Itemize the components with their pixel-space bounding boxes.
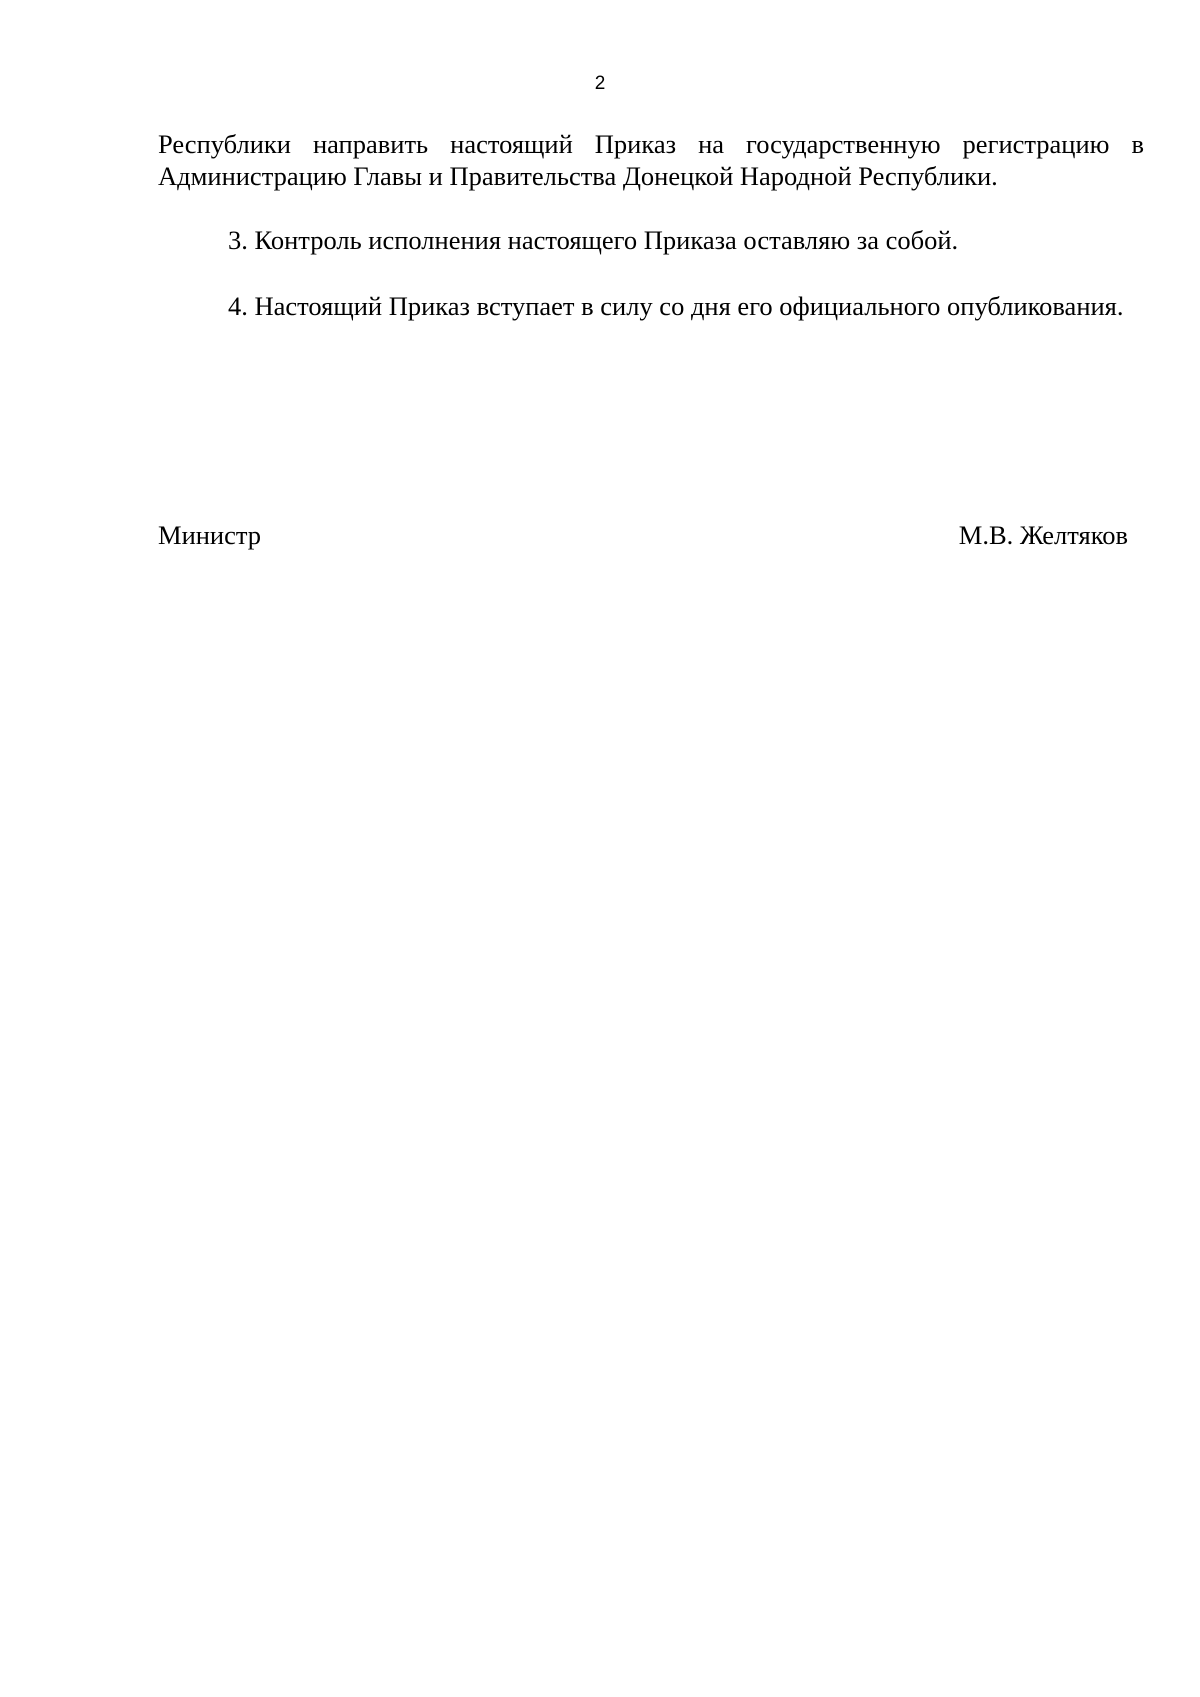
effective-date-paragraph: 4. Настоящий Приказ вступает в силу со дня его официального опубликования. <box>228 291 1124 321</box>
page-number: 2 <box>594 73 606 94</box>
control-paragraph: 3. Контроль исполнения настоящего Приказа оставляю за собой. <box>228 225 959 255</box>
signatory-name: М.В. Желтяков <box>958 520 1128 550</box>
registration-paragraph: Республики направить настоящий Приказ на государственную регистрацию в Администрацию Главы и Правительства Донецкой Народной Республики. <box>158 129 1144 191</box>
signature-block <box>158 518 1128 552</box>
signatory-title: Министр <box>158 520 262 550</box>
